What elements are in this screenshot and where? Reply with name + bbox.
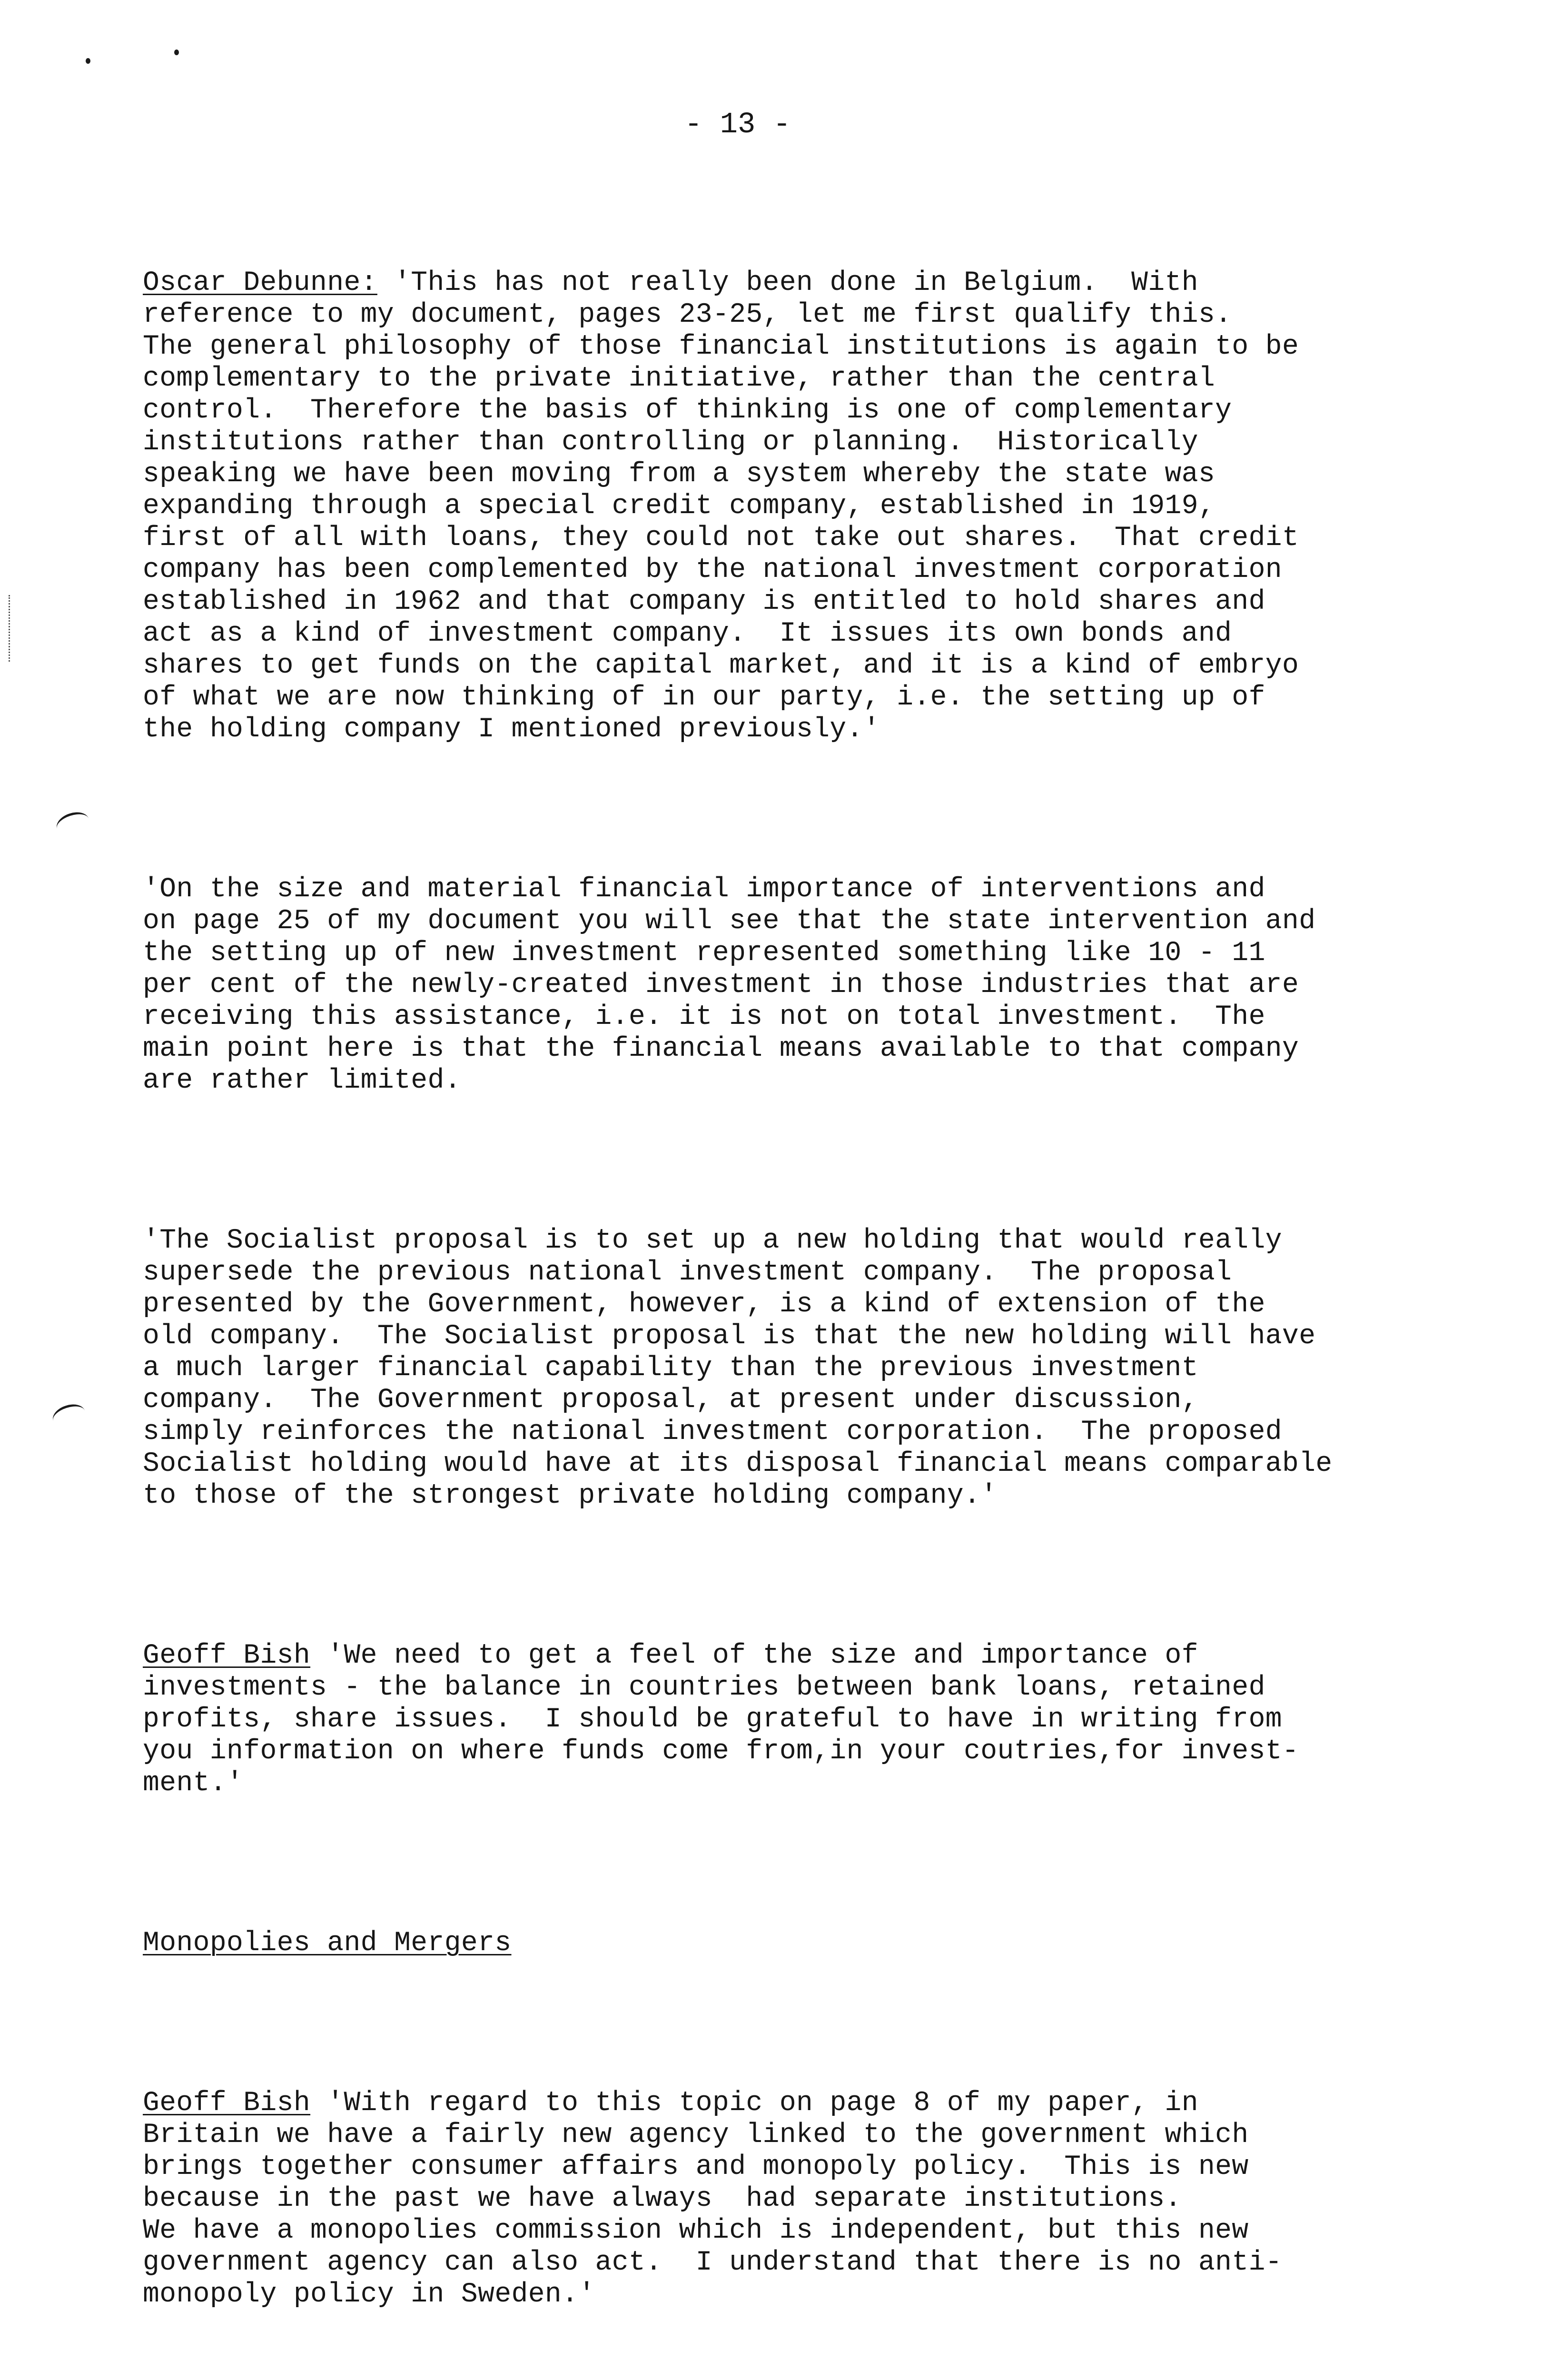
text-line: investments - the balance in countries between bank loans, retained [143,1672,1265,1703]
paragraph-debunne-2 [143,873,1490,1097]
text-line: government agency can also act. I understand that there is no anti- [143,2247,1282,2278]
text-line: established in 1962 and that company is entitled to hold shares and [143,586,1265,617]
paragraph-debunne-3 [143,1225,1490,1512]
text-line: a much larger financial capability than the previous investment [143,1353,1198,1384]
text-line: the holding company I mentioned previously.' [143,714,880,745]
text-line: company has been complemented by the national investment corporation [143,555,1282,585]
punch-hole-mark [86,58,90,64]
text-line: brings together consumer affairs and monopoly policy. This is new [143,2152,1249,2182]
text-line: institutions rather than controlling or planning. Historically [143,427,1198,458]
text-line: simply reinforces the national investment corporation. The proposed [143,1417,1282,1448]
text-line: to those of the strongest private holding company.' [143,1480,998,1511]
punch-hole-mark [174,50,179,55]
text-line: The general philosophy of those financial institutions is again to be [143,331,1299,362]
margin-dots [9,595,12,662]
text-line: supersede the previous national investment company. The proposal [143,1257,1232,1288]
text-line: monopoly policy in Sweden.' [143,2279,595,2310]
margin-bracket-mark [50,1400,88,1431]
text-line: Britain we have a fairly new agency linked to the government which [143,2120,1249,2151]
text-line: Socialist holding would have at its disposal financial means comparable [143,1448,1333,1479]
text-line: shares to get funds on the capital market, and it is a kind of embryo [143,650,1299,681]
text-line: reference to my document, pages 23-25, let me first qualify this. [143,299,1232,330]
text-line: We have a monopolies commission which is independent, but this new [143,2215,1249,2246]
text-line: on page 25 of my document you will see that the state intervention and [143,906,1316,937]
text-line: 'On the size and material financial importance of interventions and [143,874,1265,905]
speaker-name: Geoff Bish [143,2088,311,2119]
text-line: 'This has not really been done in Belgium. With [377,268,1198,298]
text-line: ment.' [143,1768,244,1799]
text-line: receiving this assistance, i.e. it is not on total investment. The [143,1002,1265,1032]
text-line: expanding through a special credit company, established in 1919, [143,491,1215,522]
text-line: first of all with loans, they could not take out shares. That credit [143,523,1299,554]
text-line: company. The Government proposal, at present under discussion, [143,1385,1198,1416]
text-line: main point here is that the financial means available to that company [143,1033,1299,1064]
text-line: per cent of the newly-created investment in those industries that are [143,970,1299,1001]
paragraph-bish-1 [143,1640,1490,1799]
text-line: 'We need to get a feel of the size and importance of [310,1640,1198,1671]
text-line: act as a kind of investment company. It issues its own bonds and [143,618,1232,649]
text-line: of what we are now thinking of in our party, i.e. the setting up of [143,682,1265,713]
text-line: old company. The Socialist proposal is that the new holding will have [143,1321,1316,1352]
text-line: control. Therefore the basis of thinking is one of complementary [143,395,1232,426]
page-number: - 13 - [684,108,791,141]
text-line: are rather limited. [143,1065,461,1096]
text-line: presented by the Government, however, is a kind of extension of the [143,1289,1265,1320]
text-line: because in the past we have always had separate institutions. [143,2183,1182,2214]
speaker-name: Geoff Bish [143,1640,311,1671]
text-line: 'The Socialist proposal is to set up a new holding that would really [143,1225,1282,1256]
text-line: the setting up of new investment represented something like 10 - 11 [143,938,1265,969]
text-line: complementary to the private initiative, rather than the central [143,363,1215,394]
speaker-name: Oscar Debunne: [143,268,377,298]
text-line: you information on where funds come from,in your coutries,for invest- [143,1736,1299,1767]
paragraph-bish-2 [143,2087,1490,2311]
margin-bracket-mark [54,808,92,839]
section-heading: Monopolies and Mergers [143,1928,512,1959]
document-body [143,171,1490,2380]
text-line: 'With regard to this topic on page 8 of my paper, in [310,2088,1198,2119]
text-line: profits, share issues. I should be grateful to have in writing from [143,1704,1282,1735]
paragraph-debunne-1 [143,267,1490,745]
text-line: speaking we have been moving from a system whereby the state was [143,459,1215,490]
